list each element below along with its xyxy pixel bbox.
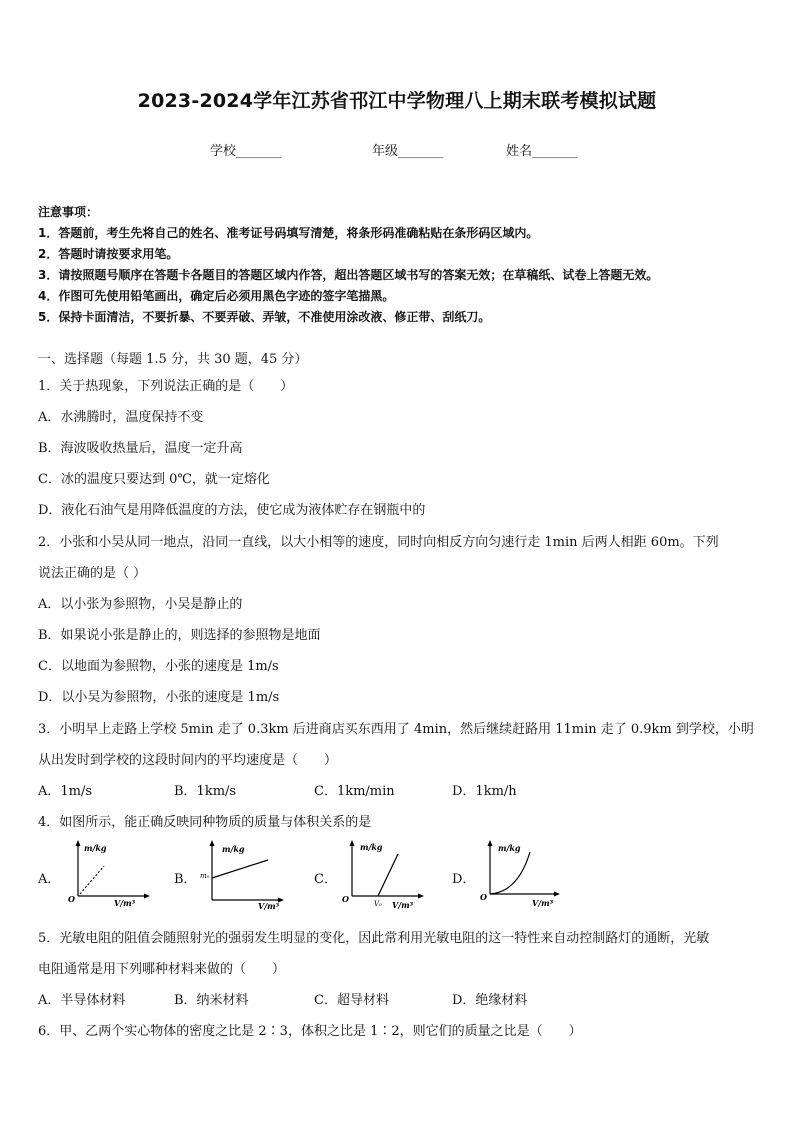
notice-item-1: 1．答题前，考生先将自己的姓名、准考证号码填写清楚，将条形码准确粘贴在条形码区域内。 <box>38 226 539 240</box>
notice-item-4: 4．作图可先使用铅笔画出，确定后必须用黑色字迹的签字笔描黑。 <box>38 289 395 303</box>
notice-item-5: 5．保持卡面清洁，不要折暴、不要弄破、弄皱，不准使用涂改液、修正带、刮纸刀。 <box>38 310 491 324</box>
q1-option-c: C．冰的温度只要达到 0℃，就一定熔化 <box>38 472 270 487</box>
q1-option-a: A．水沸腾时，温度保持不变 <box>38 410 204 425</box>
q4-label-b: B． <box>174 872 197 887</box>
q6-stem: 6．甲、乙两个实心物体的密度之比是 2∶3，体积之比是 1∶2，则它们的质量之比是（ ） <box>38 1024 582 1039</box>
q4-c-intercept: V₀ <box>374 900 382 908</box>
q5-option-c: C．超导材料 <box>314 993 389 1008</box>
q2-option-d: D．以小吴为参照物，小张的速度是 1m/s <box>38 690 280 705</box>
q4-label-c: C． <box>314 872 337 887</box>
q4-stem: 4．如图所示，能正确反映同种物质的质量与体积关系的是 <box>38 815 372 830</box>
notice-heading: 注意事项： <box>38 205 99 219</box>
q4-graph-b <box>196 838 286 910</box>
q5-stem-line2: 电阻通常是用下列哪种材料来做的（ ） <box>38 962 286 977</box>
grade-field: 年级_______ <box>372 144 444 159</box>
section-heading: 一、选择题（每题 1.5 分，共 30 题，45 分） <box>38 352 308 367</box>
q4-label-a: A． <box>38 872 61 887</box>
q3-option-b: B．1km/s <box>174 784 237 799</box>
q2-stem-line2: 说法正确的是（ ） <box>38 566 147 581</box>
q3-option-d: D．1km/h <box>452 784 517 799</box>
q2-option-a: A．以小张为参照物，小吴是静止的 <box>38 597 243 612</box>
q3-option-a: A．1m/s <box>38 784 93 799</box>
q4-graph-c <box>336 838 426 910</box>
q4-a-x-label: V/m³ <box>114 898 136 908</box>
q5-option-d: D．绝缘材料 <box>452 993 528 1008</box>
q4-d-origin: O <box>480 892 487 902</box>
q4-c-y-label: m/kg <box>360 842 383 852</box>
q1-option-b: B．海波吸收热量后，温度一定升高 <box>38 441 243 456</box>
page-title: 2023-2024学年江苏省邗江中学物理八上期末联考模拟试题 <box>137 90 657 112</box>
q4-label-d: D． <box>452 872 476 887</box>
q5-option-b: B．纳米材料 <box>174 993 249 1008</box>
q2-option-c: C．以地面为参照物，小张的速度是 1m/s <box>38 659 279 674</box>
q3-stem-line1: 3．小明早上走路上学校 5min 走了 0.3km 后进商店买东西用了 4min，然后继续赶路用 11min 走了 0.9km 到学校，小明 <box>38 722 754 737</box>
q5-stem-line1: 5．光敏电阻的阻值会随照射光的强弱发生明显的变化，因此常利用光敏电阻的这一特性来自动控制路灯的通断，光敏 <box>38 931 710 946</box>
q5-option-a: A．半导体材料 <box>38 993 126 1008</box>
q4-c-x-label: V/m³ <box>392 900 414 910</box>
q4-graph-a <box>62 838 152 908</box>
q1-option-d: D．液化石油气是用降低温度的方法，使它成为液体贮存在钢瓶中的 <box>38 503 426 518</box>
q4-a-y-label: m/kg <box>84 843 107 853</box>
notice-item-3: 3．请按照题号顺序在答题卡各题目的答题区域内作答，超出答题区域书写的答案无效；在草稿纸、试卷上答题无效。 <box>38 268 659 282</box>
q2-stem-line1: 2．小张和小吴从同一地点，沿同一直线，以大小相等的速度，同时向相反方向匀速行走 1min 后两人相距 60m。下列 <box>38 535 719 550</box>
q3-option-c: C．1km/min <box>314 784 395 799</box>
q1-stem: 1．关于热现象，下列说法正确的是（ ） <box>38 379 294 394</box>
q4-a-origin: O <box>68 894 75 904</box>
q4-b-y-label: m/kg <box>222 844 245 854</box>
q4-b-intercept: m₀ <box>200 872 210 880</box>
q4-b-x-label: V/m³ <box>258 901 280 910</box>
name-field: 姓名_______ <box>506 144 578 159</box>
notice-item-2: 2．答题时请按要求用笔。 <box>38 247 179 261</box>
school-field: 学校_______ <box>210 144 282 159</box>
q3-stem-line2: 从出发时到学校的这段时间内的平均速度是（ ） <box>38 753 338 768</box>
q4-d-y-label: m/kg <box>498 843 521 853</box>
q4-c-origin: O <box>342 894 349 904</box>
q4-d-x-label: V/m³ <box>532 898 554 908</box>
student-info <box>0 140 794 160</box>
q4-graph-d <box>474 838 564 910</box>
q2-option-b: B．如果说小张是静止的，则选择的参照物是地面 <box>38 628 321 643</box>
